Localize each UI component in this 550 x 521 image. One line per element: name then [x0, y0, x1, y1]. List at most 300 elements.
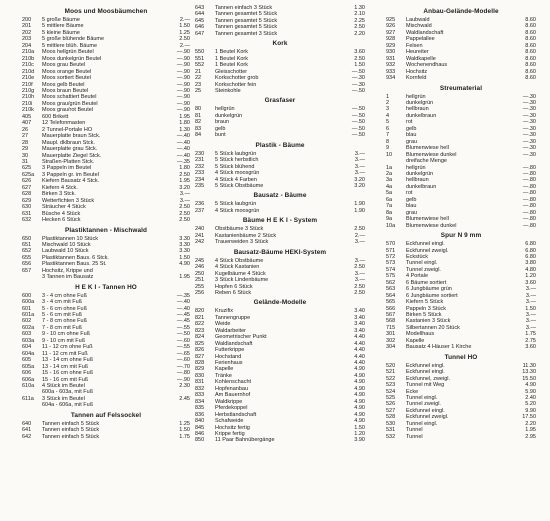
item-number: 568: [386, 318, 396, 325]
item-number: 524: [386, 388, 396, 395]
section-title: Streumaterial: [439, 84, 483, 92]
item-number: 304: [386, 344, 396, 351]
item-price: 3.—: [179, 191, 190, 198]
item-number: 9a: [386, 216, 393, 223]
item-description: Tannengruppe: [215, 314, 251, 321]
item-description: Kiefern 4 Stck.: [42, 184, 78, 191]
item-description: Tunnel zweigl.: [406, 266, 441, 273]
item-description: Korkschotter grob: [215, 75, 259, 82]
item-number: 931: [386, 55, 396, 62]
item-price: —.50: [351, 112, 365, 119]
item-price: 2.25: [354, 17, 365, 24]
item-description: Tunnel eingl.: [406, 260, 438, 267]
item-number: 656: [22, 261, 32, 268]
item-description: Moos braun Beutel: [42, 87, 89, 94]
item-number: 84: [195, 132, 202, 139]
item-description: braun: [215, 119, 230, 126]
item-price: —.80: [522, 222, 536, 229]
section-title: Tunnel HO: [444, 353, 478, 361]
item-description: dunkelbraun: [406, 112, 437, 119]
item-number: 826: [195, 347, 205, 354]
item-price: —.90: [176, 49, 190, 56]
item-description: Mauerplatte grau Stck.: [42, 146, 98, 153]
item-price: —.90: [176, 376, 190, 383]
item-description: 3 Stück Lindenbäume: [215, 277, 269, 284]
item-price: 4.90: [354, 405, 365, 412]
item-price: —.90: [176, 87, 190, 94]
item-description: 3 Pappeln gr. im Beutel: [42, 171, 99, 178]
item-number: 575: [386, 273, 396, 280]
item-price: —.90: [176, 62, 190, 69]
item-description: gelb: [215, 125, 226, 132]
item-description: Silbertannen 20 Stück: [406, 324, 460, 331]
item-description: 11 Paar Bahnübergänge: [215, 437, 275, 444]
item-description: Gleisschotter: [215, 68, 248, 75]
item-price: 3.—: [354, 270, 365, 277]
item-description: 3 Pappeln im Beutel: [42, 165, 92, 172]
item-price: 17.50: [522, 414, 536, 421]
item-number: 6a: [386, 196, 393, 203]
item-number: 240: [195, 226, 205, 233]
item-price: [168, 402, 190, 408]
item-price: 1.50: [179, 254, 190, 261]
item-price: —.40: [176, 146, 190, 153]
item-number: 7: [386, 132, 390, 139]
item-price: 1.90: [354, 207, 365, 214]
item-price: —.40: [176, 305, 190, 312]
catalog-section: [195, 5, 365, 37]
item-price: 3.40: [354, 321, 365, 328]
item-price: 2.—: [354, 232, 365, 239]
item-description: dreifache Menge: [406, 158, 447, 165]
item-number: 836: [195, 411, 205, 418]
item-description: Moos grau/grün Beutel: [42, 100, 98, 107]
item-description: Straßen-Platten Stck.: [42, 158, 95, 165]
item-description: Moos grau Beutel: [42, 62, 86, 69]
item-price: 6.80: [525, 253, 536, 260]
item-description: Tannen gesamtet 5 Stück: [215, 17, 278, 24]
item-number: 525: [386, 395, 396, 402]
item-price: 1.50: [354, 62, 365, 69]
item-number: 651: [22, 241, 32, 248]
section-title: Bausatz-Bäume HEKI-System: [233, 248, 327, 256]
item-price: —.30: [522, 106, 536, 113]
item-price: 1.80: [179, 165, 190, 172]
item-description: Tunnel: [406, 427, 423, 434]
item-description: Futterkrippe: [215, 347, 245, 354]
item-description: Modellhaus: [406, 331, 435, 338]
item-description: 604a - 606a, mit Fuß: [42, 402, 94, 409]
item-description: 1 Beutel Kork: [215, 62, 249, 69]
item-number: 407: [22, 120, 32, 127]
item-description: Schafweide: [215, 418, 244, 425]
item-number: 250: [195, 270, 205, 277]
item-number: 823: [195, 327, 205, 334]
item-description: Reben 6 Stück: [215, 289, 252, 296]
item-description: 5 - 6 cm ohne Fuß: [42, 305, 87, 312]
section-title: Tannen auf Felssockel: [70, 411, 142, 419]
item-description: Kiefern Bausatz 4 Stck.: [42, 178, 100, 185]
item-description: Kugelbäume 4 Stück: [215, 270, 266, 277]
item-number: 601: [22, 305, 32, 312]
item-description: Wochenendhaus: [406, 62, 448, 69]
item-number: 241: [195, 232, 205, 239]
item-price: —.50: [351, 87, 365, 94]
catalog-row: [22, 434, 190, 440]
item-description: Kapelle: [215, 366, 234, 373]
section-title: Kork: [272, 40, 288, 48]
item-price: 4.90: [354, 372, 365, 379]
item-number: 564: [386, 292, 396, 299]
item-number: 605a: [22, 363, 35, 370]
item-price: —.35: [176, 158, 190, 165]
item-price: 2.—: [179, 17, 190, 23]
item-number: 10a: [386, 222, 396, 229]
section-title: Moos und Moosbäumchen: [64, 8, 148, 15]
item-number: 604a: [22, 350, 35, 357]
item-number: 6: [386, 125, 390, 132]
item-price: 1.95: [179, 274, 190, 281]
item-description: rot: [406, 119, 413, 126]
item-price: —.45: [176, 312, 190, 319]
item-description: Tannen einfach 3 Stück: [215, 5, 273, 11]
item-number: 629: [22, 197, 32, 204]
item-price: —.30: [351, 81, 365, 88]
item-description: Hochsitz fertig: [215, 424, 250, 431]
item-description: grau: [406, 209, 418, 216]
item-price: 3.30: [179, 248, 190, 255]
item-number: 552: [195, 62, 205, 69]
catalog-section: [195, 97, 365, 138]
item-description: 4 Stück moosgrün: [215, 170, 260, 177]
catalog-section: [22, 227, 190, 281]
item-price: —.90: [176, 68, 190, 75]
item-number: 27: [22, 133, 29, 140]
item-description: bunt: [215, 132, 226, 139]
item-description: 12 Telefonmasten: [42, 120, 86, 127]
item-description: Eckstück: [406, 253, 429, 260]
catalog-row: [386, 344, 536, 350]
item-description: Moos grau/rot Beutel: [42, 107, 94, 114]
item-price: 4.40: [354, 334, 365, 341]
item-price: 3.—: [525, 318, 536, 325]
item-description: 5 mittlere blüh. Bäume: [42, 42, 98, 49]
item-number: 531: [386, 427, 396, 434]
item-price: 8.60: [525, 75, 536, 82]
catalog-row: [195, 183, 365, 189]
item-price: —.30: [522, 145, 536, 152]
item-description: Tannen gesamtet 3 Stück: [215, 30, 278, 37]
item-description: 3 - 4 cm ohne Fuß: [42, 292, 87, 299]
item-description: 4 Stück Obstbäume: [215, 257, 264, 264]
item-number: 600a: [22, 299, 35, 306]
item-price: 2.50: [179, 171, 190, 178]
item-description: 9 - 10 cm mit Fuß: [42, 337, 86, 344]
item-description: 5 große blühende Bäume: [42, 36, 105, 43]
item-description: gelb: [406, 125, 417, 132]
item-price: —.90: [176, 94, 190, 101]
item-price: 4.90: [354, 385, 365, 392]
item-price: —.50: [176, 331, 190, 338]
item-description: Eckfunnel, zweigl.: [406, 375, 451, 382]
item-number: 2a: [386, 170, 393, 177]
item-price: —.40: [176, 133, 190, 140]
item-number: 573: [386, 260, 396, 267]
item-number: 631: [22, 210, 32, 217]
item-number: 647: [195, 30, 205, 37]
catalog-section: [195, 249, 365, 297]
item-description: 11 - 12 cm mit Fuß: [42, 350, 88, 357]
item-number: 233: [195, 170, 205, 177]
item-price: 1.95: [525, 427, 536, 434]
item-price: —.30: [522, 151, 536, 158]
item-price: —.40: [176, 299, 190, 306]
item-price: 3.40: [354, 327, 365, 334]
item-number: 201: [22, 23, 32, 30]
item-number: 603: [22, 331, 32, 338]
item-number: 237: [195, 207, 205, 214]
item-price: 1.50: [354, 424, 365, 431]
item-number: 642: [22, 433, 32, 440]
item-number: 210b: [22, 55, 35, 62]
item-description: 600a - 603a, mit Fuß: [42, 389, 94, 396]
item-description: 5 mittlere Bäume: [42, 23, 84, 30]
item-number: 83: [195, 125, 202, 132]
item-number: 255: [195, 283, 205, 290]
item-price: —.90: [176, 81, 190, 88]
item-number: 630: [22, 204, 32, 211]
item-number: 200: [22, 17, 32, 23]
item-number: 606a: [22, 376, 35, 383]
item-number: 9: [386, 145, 390, 152]
item-price: —.30: [522, 99, 536, 106]
item-number: 929: [386, 42, 396, 49]
item-price: —.55: [176, 344, 190, 351]
item-description: Eckfunnel eingl.: [406, 369, 445, 376]
item-number: 256: [195, 289, 205, 296]
item-number: 1: [386, 93, 390, 100]
item-price: 4.90: [354, 392, 365, 399]
item-number: 833: [195, 392, 205, 399]
item-price: —.90: [176, 100, 190, 107]
item-description: 6 Bäume sortiert: [406, 279, 447, 286]
item-price: —.50: [351, 106, 365, 113]
item-price: 2.75: [525, 337, 536, 344]
item-price: 2.10: [354, 11, 365, 18]
item-number: 526: [386, 401, 396, 408]
item-price: 3.—: [354, 239, 365, 246]
item-number: 933: [386, 68, 396, 75]
item-description: Kiefern 5 Stück: [406, 299, 444, 306]
item-number: 234: [195, 176, 205, 183]
catalog-section: [22, 8, 190, 224]
item-description: Hochsitz: [406, 68, 428, 75]
catalog-row: [195, 437, 365, 443]
item-number: 210g: [22, 87, 35, 94]
item-description: dunkelgrün: [406, 99, 434, 106]
item-price: 3.60: [525, 344, 536, 351]
item-number: 301: [386, 331, 396, 338]
item-description: blau: [406, 203, 417, 210]
item-description: 6 Jungbäume grün: [406, 286, 452, 293]
item-description: 2 Tunnel-Portale HO: [42, 126, 93, 133]
item-number: 2: [386, 99, 390, 106]
item-price: —.90: [176, 107, 190, 114]
item-price: 1.30: [354, 5, 365, 11]
item-number: 3: [386, 106, 390, 113]
catalog-row: [195, 88, 365, 94]
catalog-section: [195, 40, 365, 94]
item-description: Kruzifix: [215, 308, 234, 315]
item-number: 25: [195, 87, 202, 94]
item-description: 4 Stück im Beutel: [42, 383, 85, 390]
item-description: gelb: [406, 196, 417, 203]
item-number: 601a: [22, 312, 35, 319]
item-price: 8.60: [525, 17, 536, 23]
item-price: —.55: [176, 324, 190, 331]
item-description: Pappelallee: [406, 36, 435, 43]
item-description: Geometrischer Punkt: [215, 334, 267, 341]
item-price: 2.40: [525, 395, 536, 402]
item-number: 530: [386, 420, 396, 427]
item-price: 15.50: [522, 375, 536, 382]
item-price: 8.60: [525, 62, 536, 69]
item-description: Birken 5 Stück: [406, 312, 442, 319]
item-number: 551: [195, 55, 205, 62]
item-price: —.30: [522, 125, 536, 132]
item-price: —.40: [176, 152, 190, 159]
item-description: Am Bauernhof: [215, 392, 251, 399]
item-description: hellgrün: [406, 93, 426, 100]
item-price: —.50: [351, 132, 365, 139]
item-price: 3.—: [354, 150, 365, 157]
item-number: 5a: [386, 190, 393, 197]
item-price: 1.20: [354, 431, 365, 438]
item-description: Ecke: [406, 388, 419, 395]
item-price: —.80: [522, 177, 536, 184]
item-price: 8.60: [525, 42, 536, 49]
item-description: Mauerplatte braun Stck.: [42, 133, 101, 140]
item-description: Tunnel zweigl.: [406, 401, 441, 408]
item-number: 627: [22, 184, 32, 191]
item-description: 5 - 6 cm mit Fuß: [42, 312, 83, 319]
item-description: Kornfeld: [406, 75, 427, 82]
item-number: 650: [22, 235, 32, 242]
item-number: 4a: [386, 183, 393, 190]
item-description: 5 Stück herbstlich: [215, 157, 259, 164]
item-description: Plastiktannen 10 Stück: [42, 235, 98, 242]
item-price: 2.—: [179, 42, 190, 49]
item-description: 11 - 12 cm ohne Fuß: [42, 344, 93, 351]
item-description: 600 Brikett: [42, 113, 69, 120]
item-price: 1.90: [354, 201, 365, 208]
item-number: 563: [386, 286, 396, 293]
item-price: 3.20: [354, 182, 365, 189]
item-description: Hopfenanbau: [215, 385, 249, 392]
item-price: —.60: [176, 357, 190, 364]
item-price: 13.30: [522, 369, 536, 376]
item-description: 15 - 16 cm ohne Fuß: [42, 370, 94, 377]
item-price: 4.40: [354, 340, 365, 347]
item-description: Herbstlandschaft: [215, 411, 257, 418]
item-price: 1.75: [179, 433, 190, 440]
item-description: Krippe fertig: [215, 431, 245, 438]
item-price: 4.90: [354, 379, 365, 386]
item-number: 210f: [22, 81, 33, 88]
item-number: 520: [386, 362, 396, 369]
item-price: 3.30: [179, 235, 190, 242]
item-number: 657: [22, 267, 32, 274]
item-number: 610a: [22, 383, 35, 390]
item-price: 1.25: [179, 420, 190, 427]
item-number: 302: [386, 337, 396, 344]
item-price: 4.40: [354, 360, 365, 367]
item-number: 8: [386, 138, 390, 145]
item-description: Plastiktannen Baus. 6 Stck.: [42, 254, 109, 261]
item-number: 231: [195, 157, 205, 164]
item-number: 644: [195, 11, 205, 18]
item-price: —.40: [176, 139, 190, 146]
section-title: Spur N 9 mm: [440, 232, 482, 240]
catalog-row: [22, 274, 190, 280]
item-description: Wetterfichten 3 Stück: [42, 197, 95, 204]
item-price: —.80: [522, 203, 536, 210]
item-description: Büsche 4 Stück: [42, 210, 81, 217]
item-description: 7 - 8 cm mit Fuß: [42, 324, 83, 331]
catalog-section: [386, 354, 536, 440]
item-price: 2.95: [525, 433, 536, 440]
item-number: 831: [195, 379, 205, 386]
item-number: 645: [195, 17, 205, 24]
item-description: Tunnel eingl.: [406, 395, 438, 402]
item-description: Blumenwiese dunkel: [406, 222, 457, 229]
item-description: Pappeln 3 Stück: [406, 305, 447, 312]
item-number: 822: [195, 321, 205, 328]
item-number: 821: [195, 314, 205, 321]
item-price: —.30: [522, 93, 536, 100]
item-price: 8.60: [525, 23, 536, 30]
item-price: 3.40: [354, 308, 365, 315]
item-price: 3.—: [525, 292, 536, 299]
item-price: 4.90: [354, 418, 365, 425]
item-price: 1.75: [525, 331, 536, 338]
item-description: Birken 3 Stck.: [42, 191, 76, 198]
item-price: 3.—: [354, 170, 365, 177]
item-price: 3.—: [354, 277, 365, 284]
item-number: 210k: [22, 107, 34, 114]
item-number: 646: [195, 24, 205, 31]
item-description: Tunnel mit Weg: [406, 382, 445, 389]
item-price: 3.20: [179, 184, 190, 191]
item-number: 602: [22, 318, 32, 325]
item-price: 4.90: [354, 411, 365, 418]
item-price: 3.—: [354, 257, 365, 264]
item-price: 2.50: [354, 24, 365, 31]
item-description: Maupl. dklbraun Stck.: [42, 139, 95, 146]
item-description: Bausatz 4 Häuser 1 Kirche: [406, 344, 472, 351]
catalog-row: [195, 239, 365, 245]
item-number: 528: [386, 414, 396, 421]
item-description: Trauerweiden 3 Stück: [215, 239, 269, 246]
item-price: —.30: [522, 132, 536, 139]
item-description: Waldlandschaft: [406, 29, 444, 36]
catalog-row: [195, 290, 365, 296]
item-number: 652: [22, 248, 32, 255]
section-title: Plastiktannen - Mischwald: [64, 226, 148, 234]
item-price: —.35: [176, 292, 190, 299]
item-price: 8.60: [525, 36, 536, 43]
item-number: 5: [386, 119, 390, 126]
